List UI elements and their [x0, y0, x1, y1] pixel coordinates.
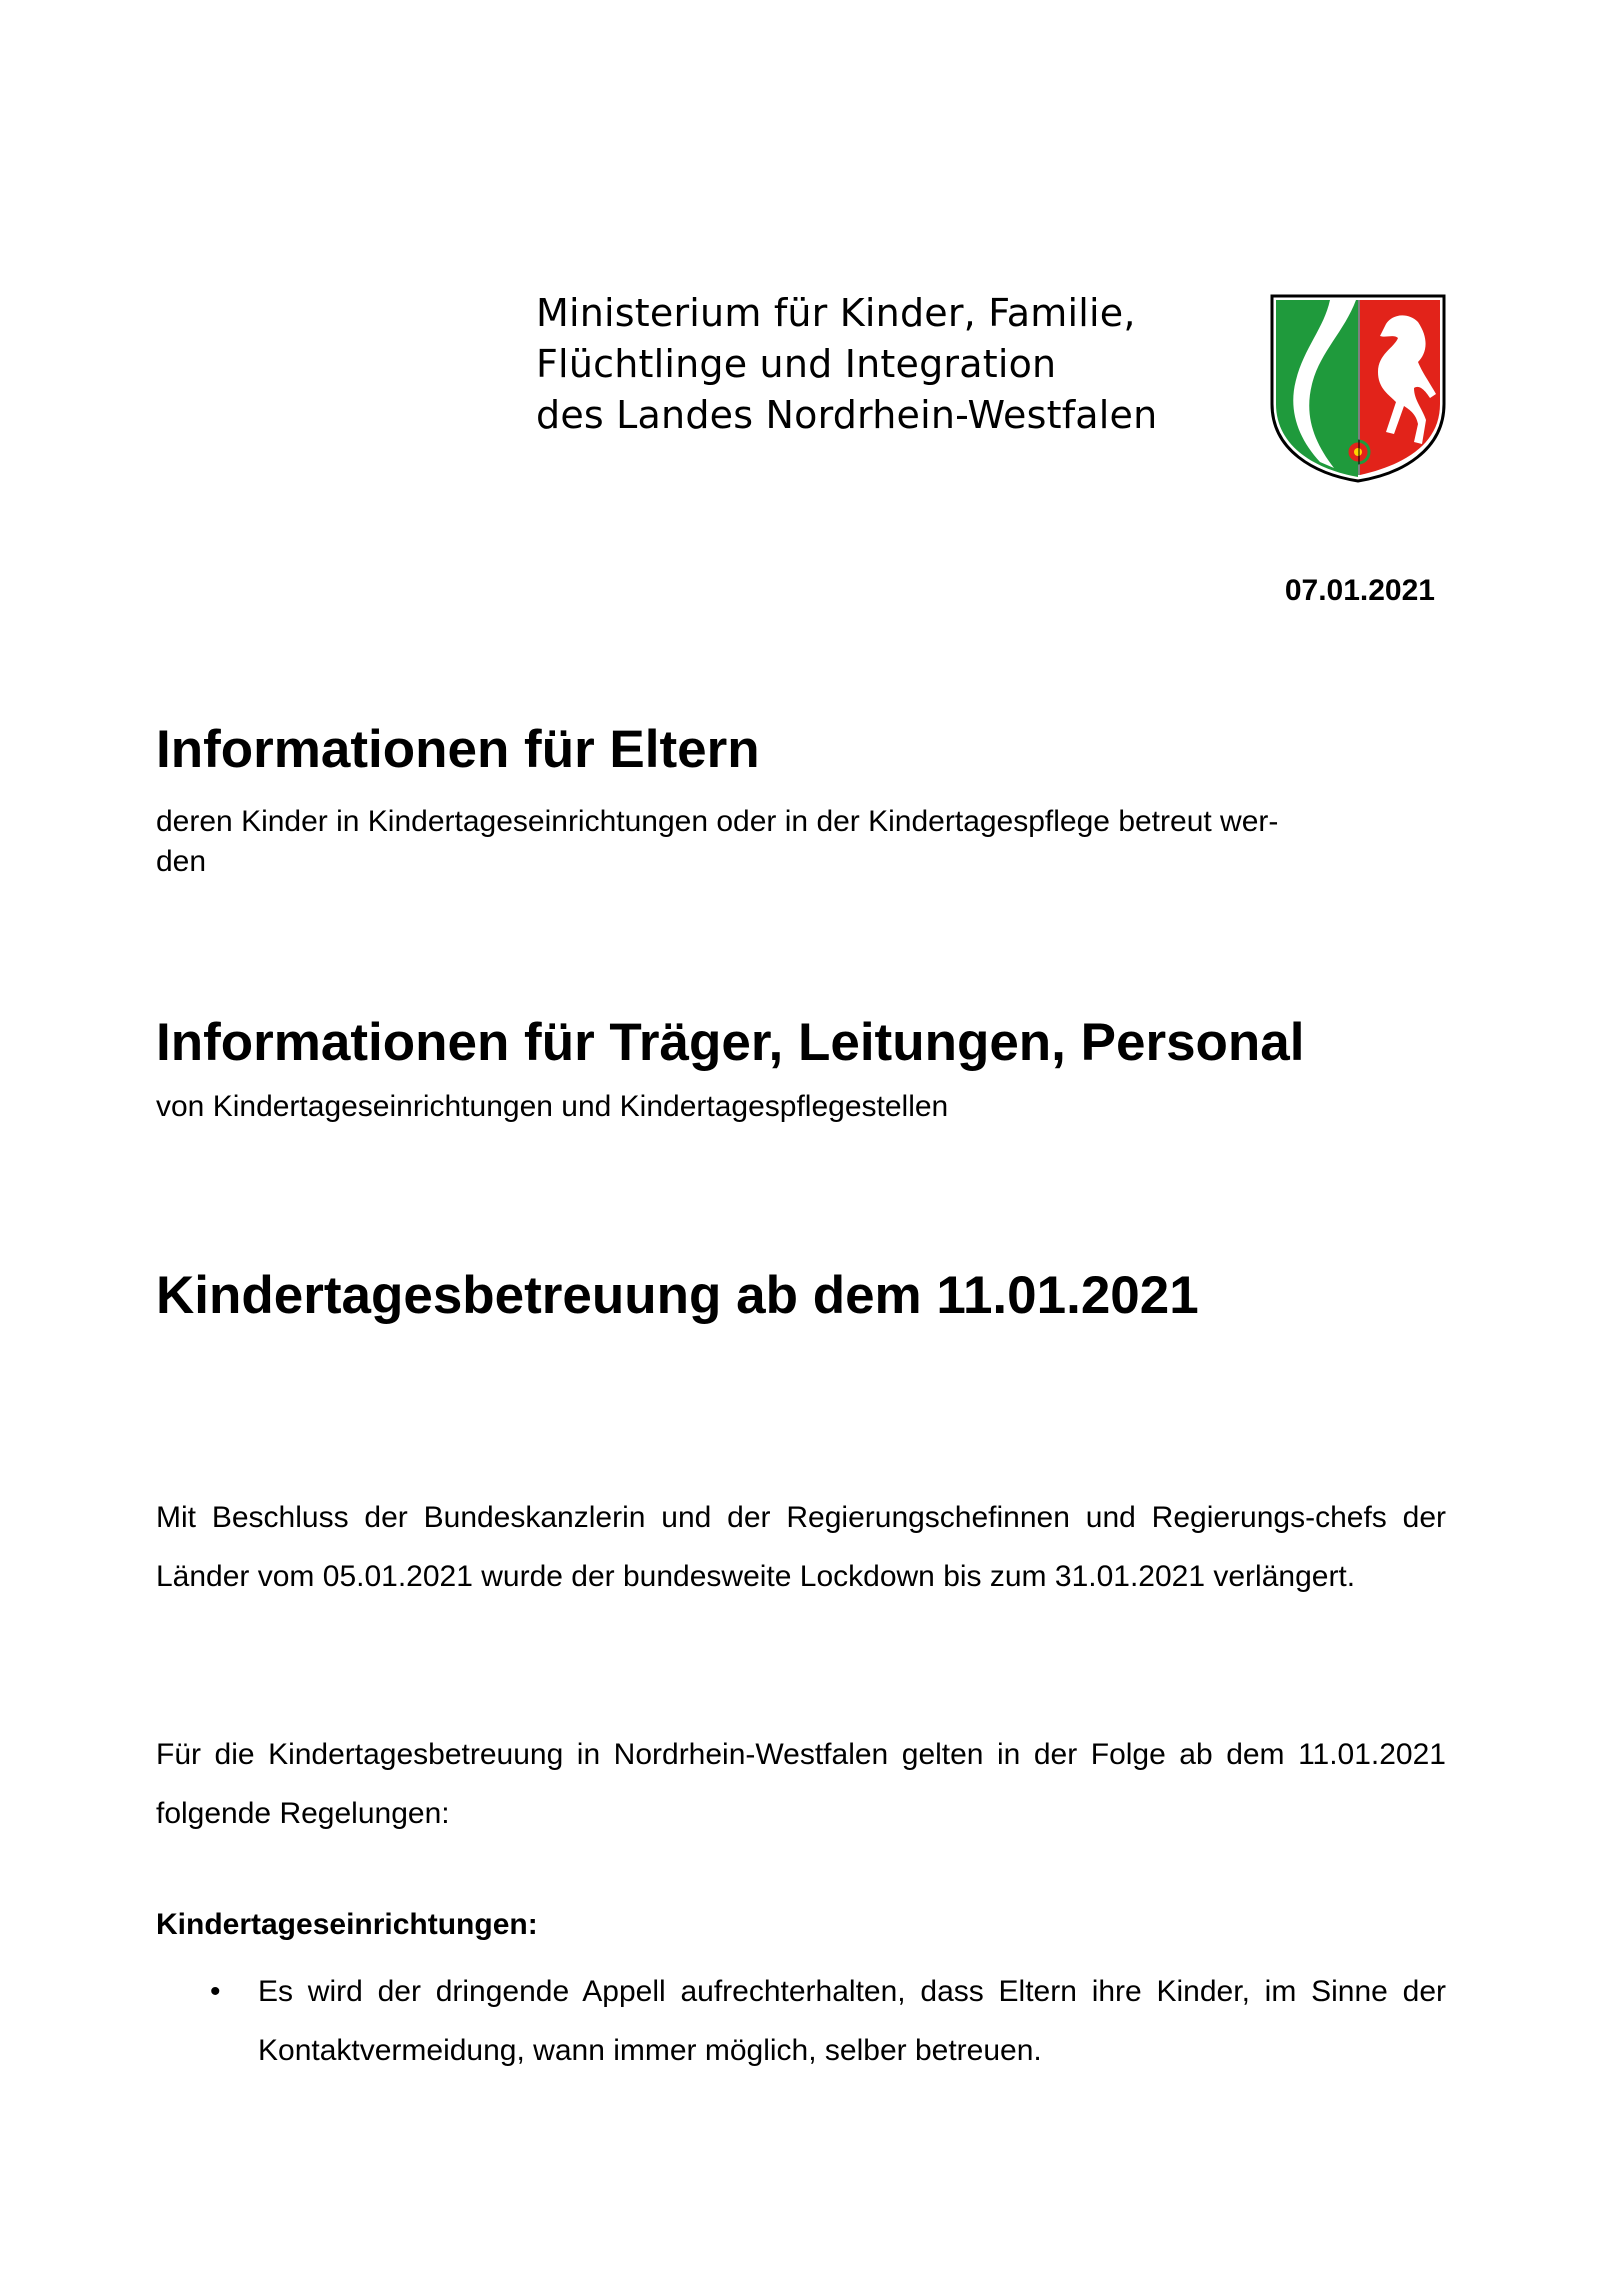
ministry-line: des Landes Nordrhein-Westfalen	[536, 393, 1158, 437]
section-title: Informationen für Eltern	[156, 720, 760, 779]
section-providers	[156, 1013, 1446, 1127]
bullet-list	[156, 1962, 1446, 2080]
section-subtitle-line: den	[156, 845, 207, 878]
ministry-name	[536, 288, 1157, 441]
list-item-text: Es wird der dringende Appell aufrechterhalten, dass Eltern ihre Kinder, im Sinne der Kontaktvermeidung, wann immer möglich, selber betreuen.	[258, 1975, 1446, 2067]
list-item	[156, 1962, 1446, 2080]
ministry-line: Ministerium für Kinder, Familie,	[536, 291, 1136, 335]
section-subtitle: von Kindertageseinrichtungen und Kindertagespflegestellen	[156, 1090, 949, 1123]
section-label: Kindertageseinrichtungen:	[156, 1908, 538, 1941]
bullet-icon: •	[210, 1975, 221, 2008]
ministry-line: Flüchtlinge und Integration	[536, 342, 1057, 386]
paragraph-regulations: Für die Kindertagesbetreuung in Nordrhein-Westfalen gelten in der Folge ab dem 11.01.2021 folgende Regelungen:	[156, 1738, 1446, 1830]
document-date: 07.01.2021	[1284, 574, 1435, 607]
nrw-coat-of-arms-icon	[1268, 292, 1448, 484]
section-title: Informationen für Träger, Leitungen, Personal	[156, 1013, 1305, 1072]
main-title-block	[156, 1266, 1446, 1326]
section-subtitle-line: deren Kinder in Kindertageseinrichtungen oder in der Kindertagespflege betreut wer-	[156, 805, 1279, 838]
paragraph-lockdown: Mit Beschluss der Bundeskanzlerin und der Regierungschefinnen und Regierungs-chefs der Länder vom 05.01.2021 wurde der bundesweite Lockdown bis zum 31.01.2021 verlängert.	[156, 1501, 1446, 1593]
section-parents	[156, 720, 1446, 882]
main-title: Kindertagesbetreuung ab dem 11.01.2021	[156, 1266, 1199, 1325]
